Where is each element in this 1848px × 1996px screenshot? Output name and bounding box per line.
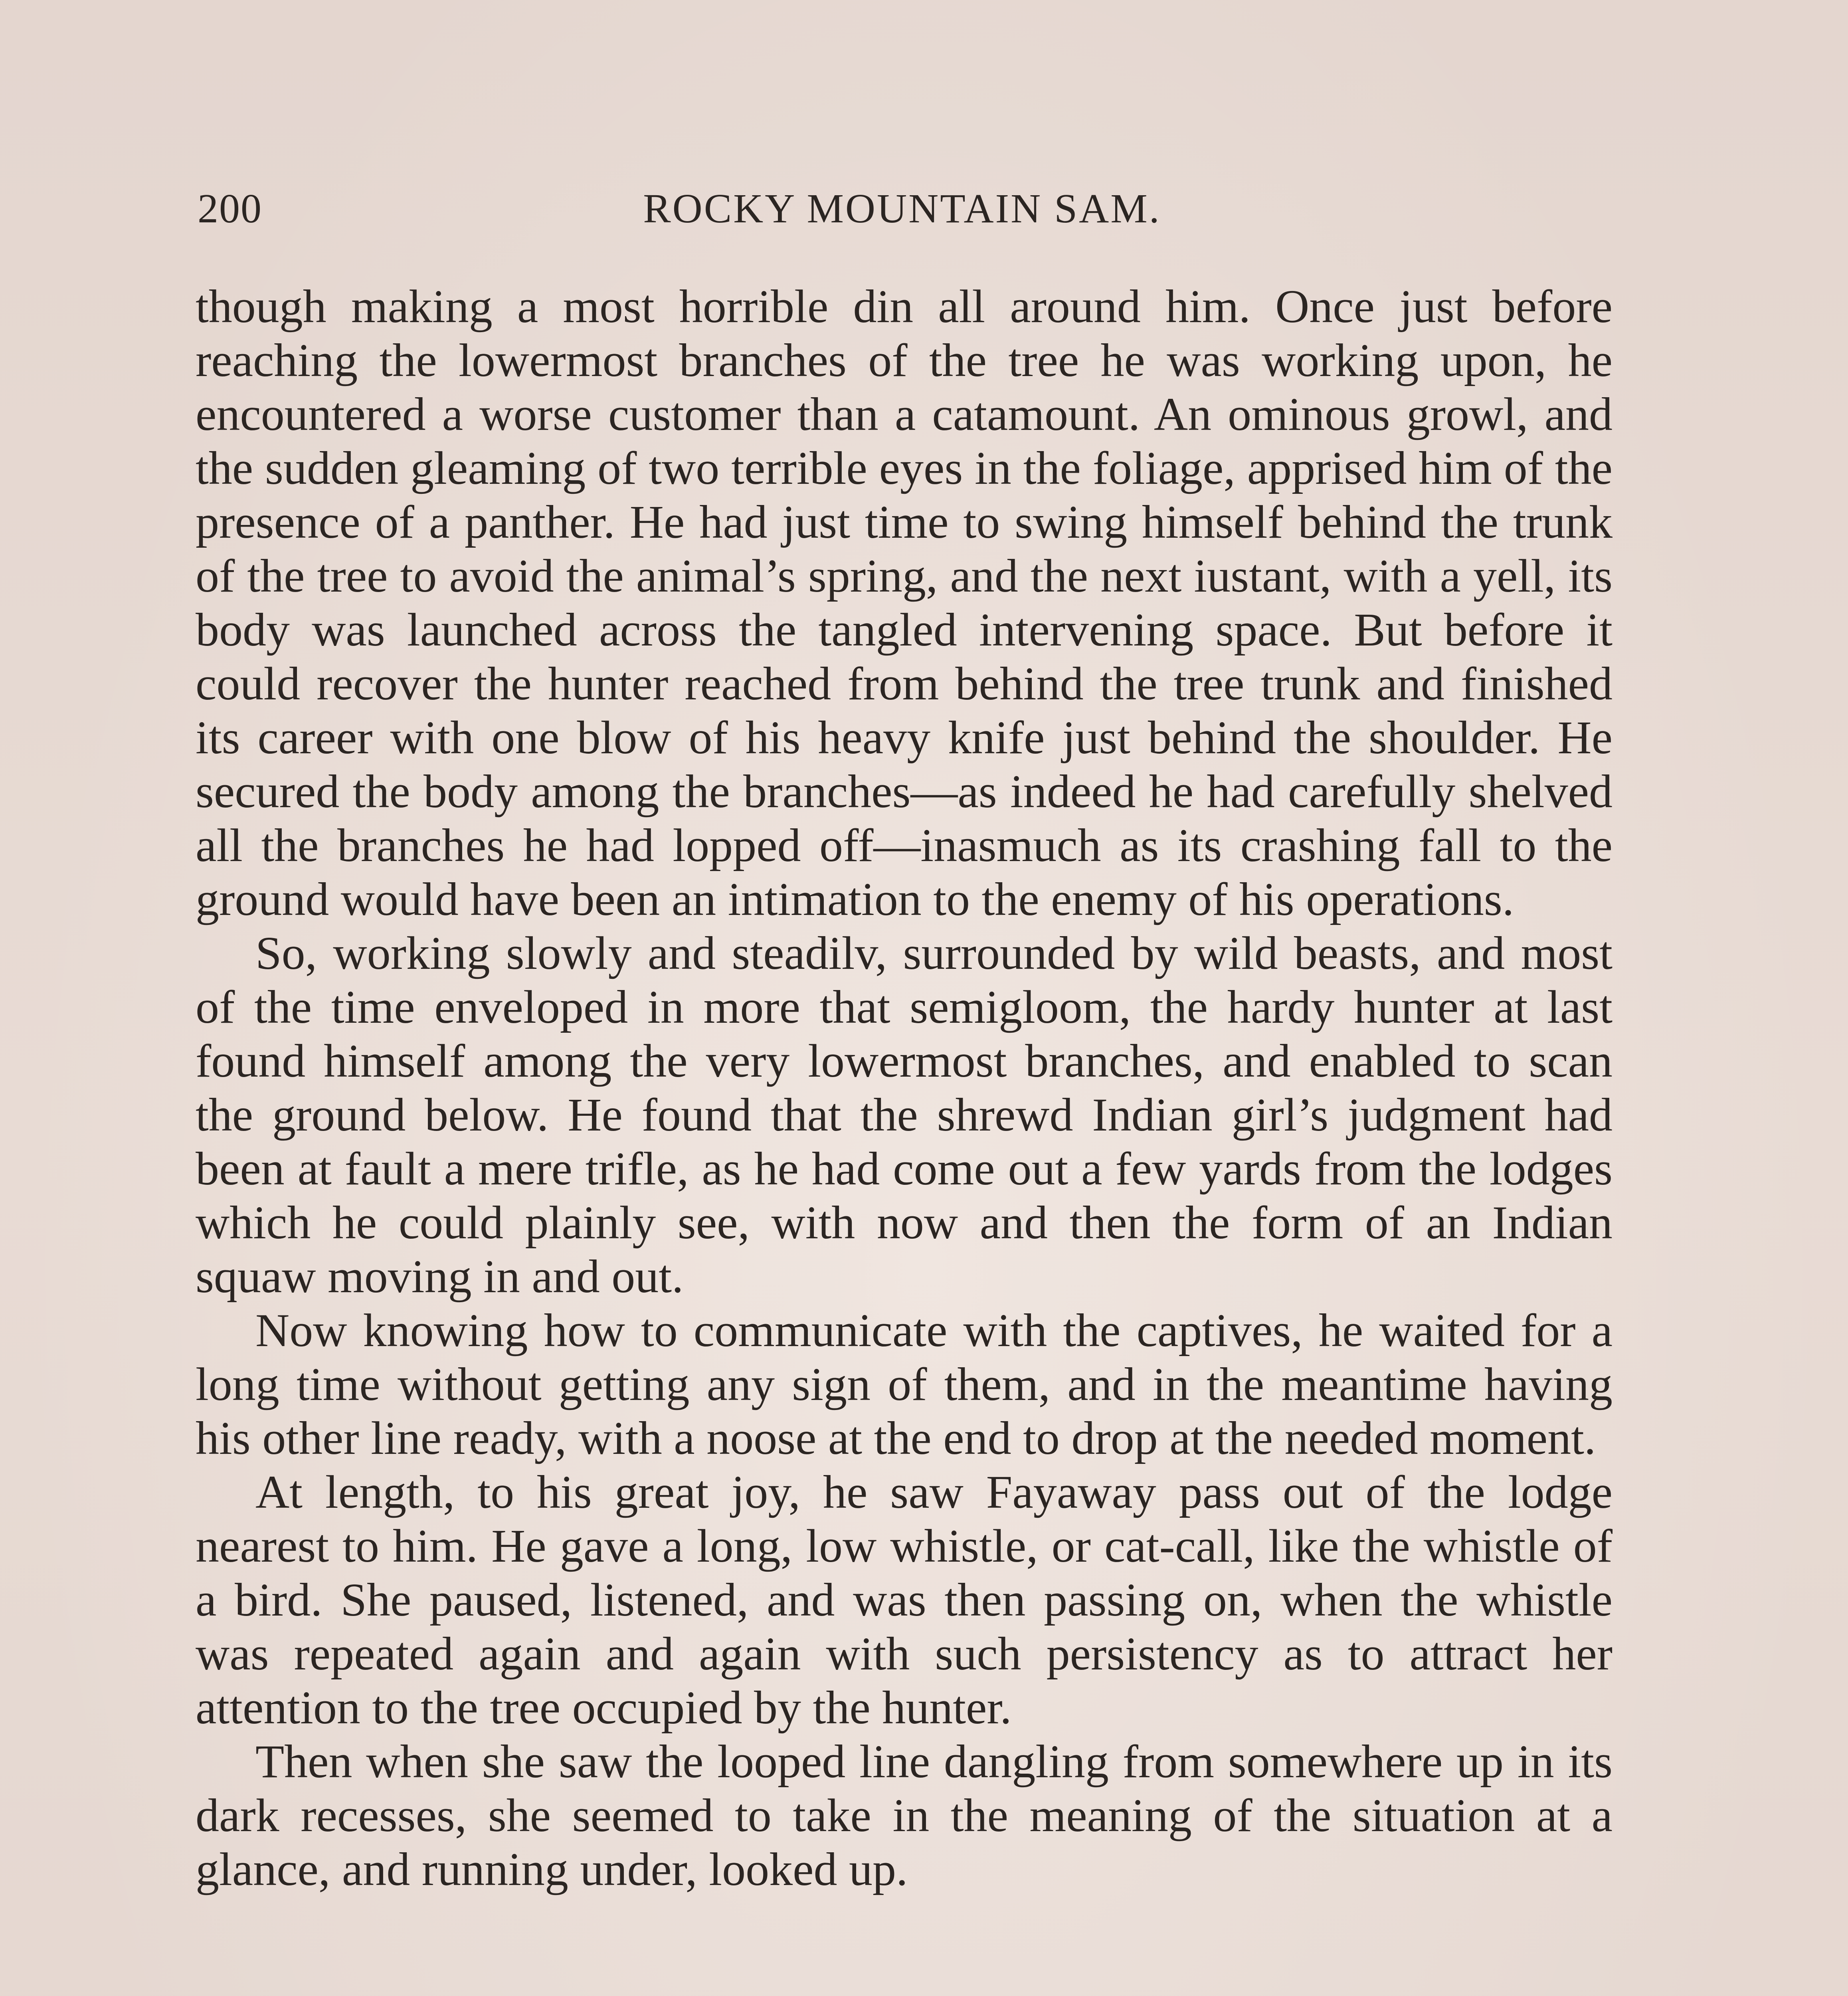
paragraph: though making a most horrible din all around him. Once just before reaching the lowermost branches of the tree he was working upon, he encountered a worse customer than a catamount. An ominous growl, and the sudden gleaming of two terrible eyes in the foliage, apprised him of the presence of a panther. He had just time to swing himself behind the trunk of the tree to avoid the animal’s spring, and the next iustant, with a yell, its body was launched across the tangled intervening space. But before it could recover the hunter reached from behind the tree trunk and finished its career with one blow of his heavy knife just behind the shoulder. He secured the body among the branches—as indeed he had carefully shelved all the branches he had lopped off—inasmuch as its crashing fall to the ground would have been an intimation to the enemy of his operations. — [196, 280, 1613, 925]
paragraph: Then when she saw the looped line dangling from somewhere up in its dark recesses, she seemed to take in the meaning of the situation at a glance, and running under, looked up. — [196, 1735, 1613, 1895]
page-number: 200 — [198, 186, 262, 232]
running-head — [198, 187, 1607, 231]
paragraph: At length, to his great joy, he saw Fayaway pass out of the lodge nearest to him. He gave a long, low whistle, or cat-call, like the whistle of a bird. She paused, listened, and was then passing on, when the whistle was repeated again and again with such persistency as to attract her attention to the tree occupied by the hunter. — [196, 1466, 1613, 1734]
running-title: ROCKY MOUNTAIN SAM. — [643, 186, 1161, 232]
paragraph: Now knowing how to communicate with the captives, he waited for a long time without getting any sign of them, and in the meantime having his other line ready, with a noose at the end to drop at the needed moment. — [196, 1304, 1613, 1464]
body-text — [196, 279, 1613, 1896]
paragraph: So, working slowly and steadilv, surrounded by wild beasts, and most of the time enveloped in more that semigloom, the hardy hunter at last found himself among the very lowermost branches, and enabled to scan the ground below. He found that the shrewd Indian girl’s judgment had been at fault a mere trifle, as he had come out a few yards from the lodges which he could plainly see, with now and then the form of an Indian squaw moving in and out. — [196, 927, 1613, 1303]
